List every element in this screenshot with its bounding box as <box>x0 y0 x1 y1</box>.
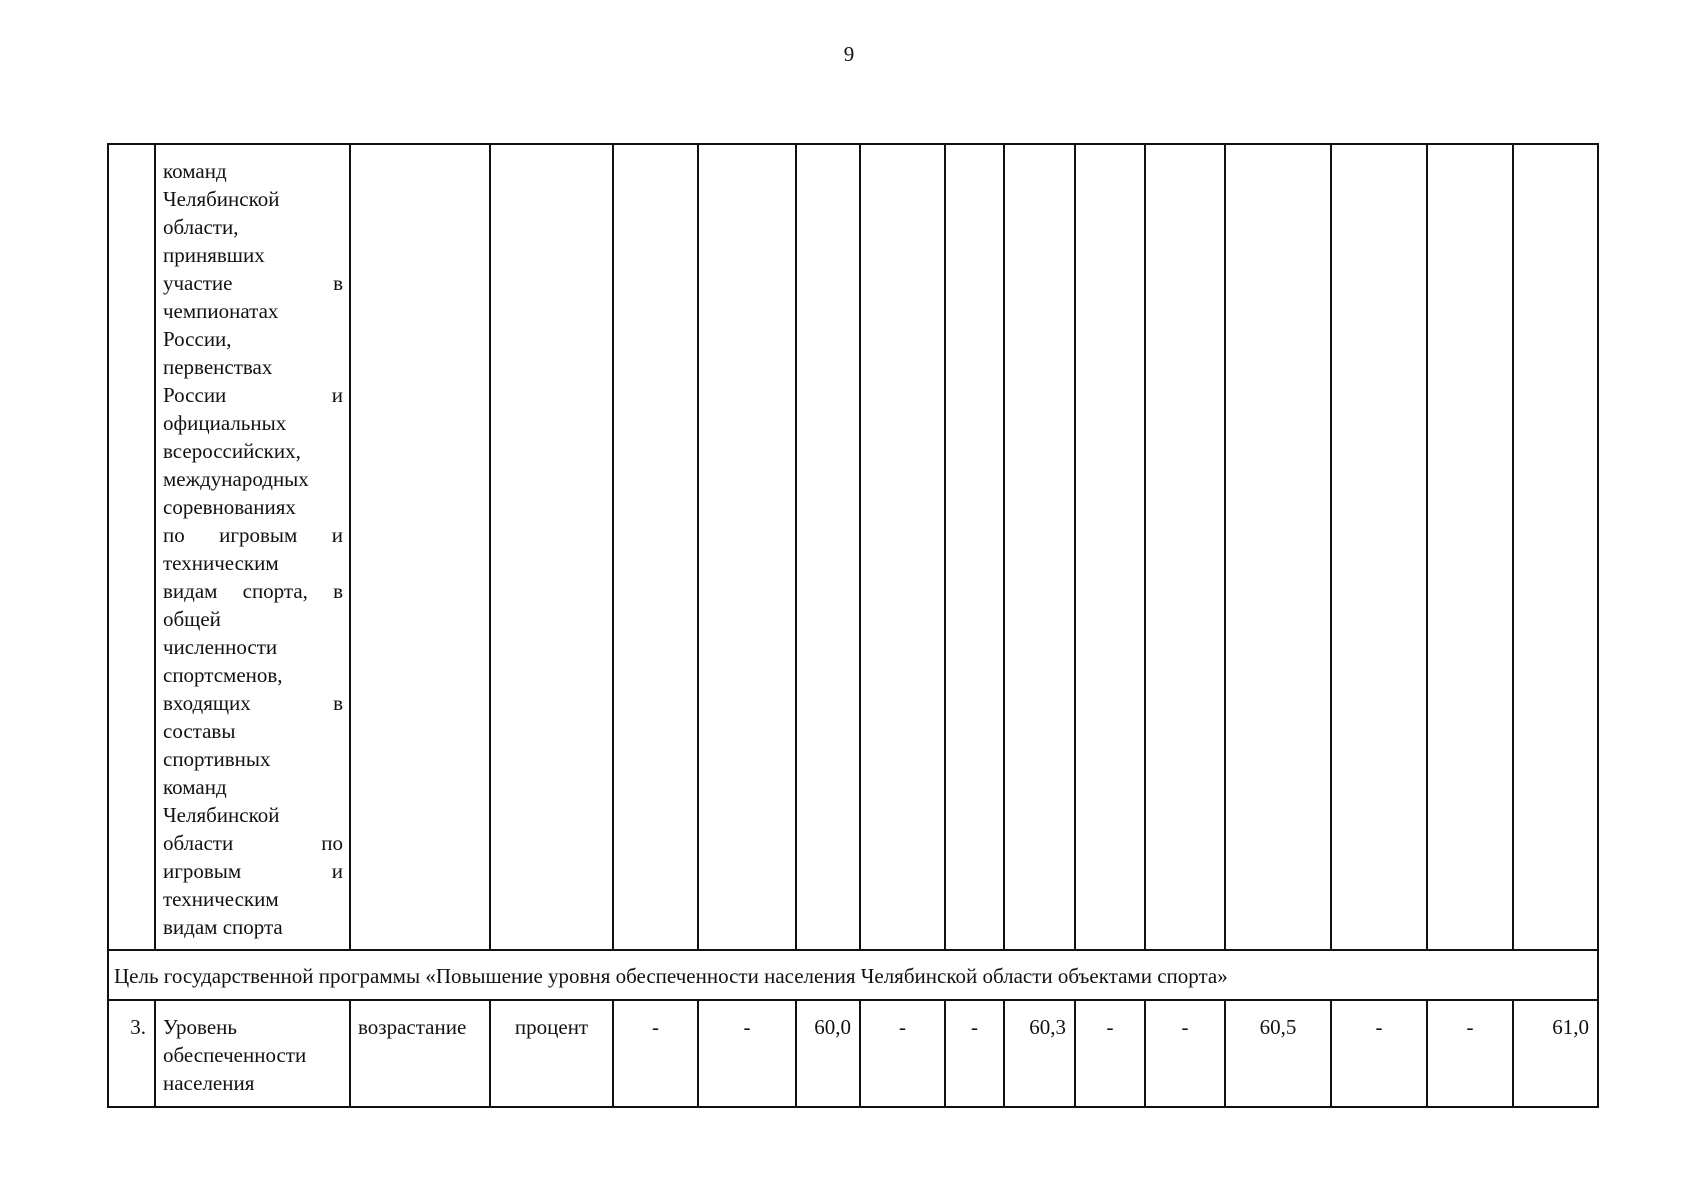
unit: процент <box>490 1000 613 1107</box>
value-cell: - <box>698 1000 796 1107</box>
indicator-name-line: по игровым и <box>163 523 343 547</box>
page-number: 9 <box>843 42 855 66</box>
value-cell: - <box>860 1000 945 1107</box>
value-cell: 60,3 <box>1004 1000 1075 1107</box>
value-cell-empty <box>1513 144 1598 950</box>
indicator-name-line: чемпионатах <box>163 299 279 323</box>
indicator-name-line: соревнованиях <box>163 495 296 519</box>
value-cell-empty <box>860 144 945 950</box>
indicator-name: Уровень обеспеченности населения <box>155 1000 350 1107</box>
indicator-name-line: спортивных <box>163 747 271 771</box>
indicator-name-line: официальных <box>163 411 287 435</box>
indicator-name-line: России, <box>163 327 232 351</box>
indicator-name-line: техническим <box>163 551 279 575</box>
value-cell: - <box>945 1000 1004 1107</box>
unit-cell-empty <box>490 144 613 950</box>
number-cell-empty <box>108 144 155 950</box>
indicator-table <box>107 143 1599 1108</box>
value-cell: - <box>1145 1000 1225 1107</box>
indicator-name-line: видам спорта, в <box>163 579 343 603</box>
indicator-name-line: участие в <box>163 271 343 295</box>
value-cell-empty <box>613 144 698 950</box>
value-cell-empty <box>945 144 1004 950</box>
value-cell: 60,5 <box>1225 1000 1331 1107</box>
indicator-name-line: техническим <box>163 887 279 911</box>
value-cell-empty <box>698 144 796 950</box>
indicator-name-line: первенствах <box>163 355 273 379</box>
indicator-name-line: России и <box>163 383 343 407</box>
value-cell: 60,0 <box>796 1000 860 1107</box>
indicator-name-line: игровым и <box>163 859 343 883</box>
indicator-name-line: области по <box>163 831 343 855</box>
indicator-name-line: численности <box>163 635 278 659</box>
value-cell: - <box>1075 1000 1145 1107</box>
indicator-name-line: всероссийских, <box>163 439 301 463</box>
indicator-name-line: Челябинской <box>163 803 280 827</box>
value-cell-empty <box>1075 144 1145 950</box>
continuation-row <box>108 144 1598 950</box>
indicator-row-3 <box>108 1000 1598 1107</box>
goal-text: Цель государственной программы «Повышение уровня обеспеченности населения Челябинской области объектами спорта» <box>108 950 1598 1000</box>
value-cell: 61,0 <box>1513 1000 1598 1107</box>
row-number: 3. <box>108 1000 155 1107</box>
value-cell-empty <box>1331 144 1427 950</box>
indicator-name-line: команд <box>163 159 227 183</box>
indicator-name-line: принявших <box>163 243 265 267</box>
trend: возрастание <box>350 1000 490 1107</box>
value-cell: - <box>1331 1000 1427 1107</box>
goal-row <box>108 950 1598 1000</box>
indicator-name-line: входящих в <box>163 691 343 715</box>
trend-cell-empty <box>350 144 490 950</box>
value-cell: - <box>613 1000 698 1107</box>
indicator-name-line: спортсменов, <box>163 663 283 687</box>
indicator-name-line: международных <box>163 467 309 491</box>
value-cell-empty <box>796 144 860 950</box>
indicator-name-cell <box>155 144 350 950</box>
indicator-name-line: общей <box>163 607 221 631</box>
indicator-name-line: видам спорта <box>163 915 283 939</box>
value-cell-empty <box>1225 144 1331 950</box>
indicator-name-line: области, <box>163 215 239 239</box>
value-cell-empty <box>1145 144 1225 950</box>
indicator-name-line: Челябинской <box>163 187 280 211</box>
indicator-name-line: составы <box>163 719 236 743</box>
value-cell-empty <box>1004 144 1075 950</box>
indicator-name-line: команд <box>163 775 227 799</box>
value-cell-empty <box>1427 144 1513 950</box>
value-cell: - <box>1427 1000 1513 1107</box>
